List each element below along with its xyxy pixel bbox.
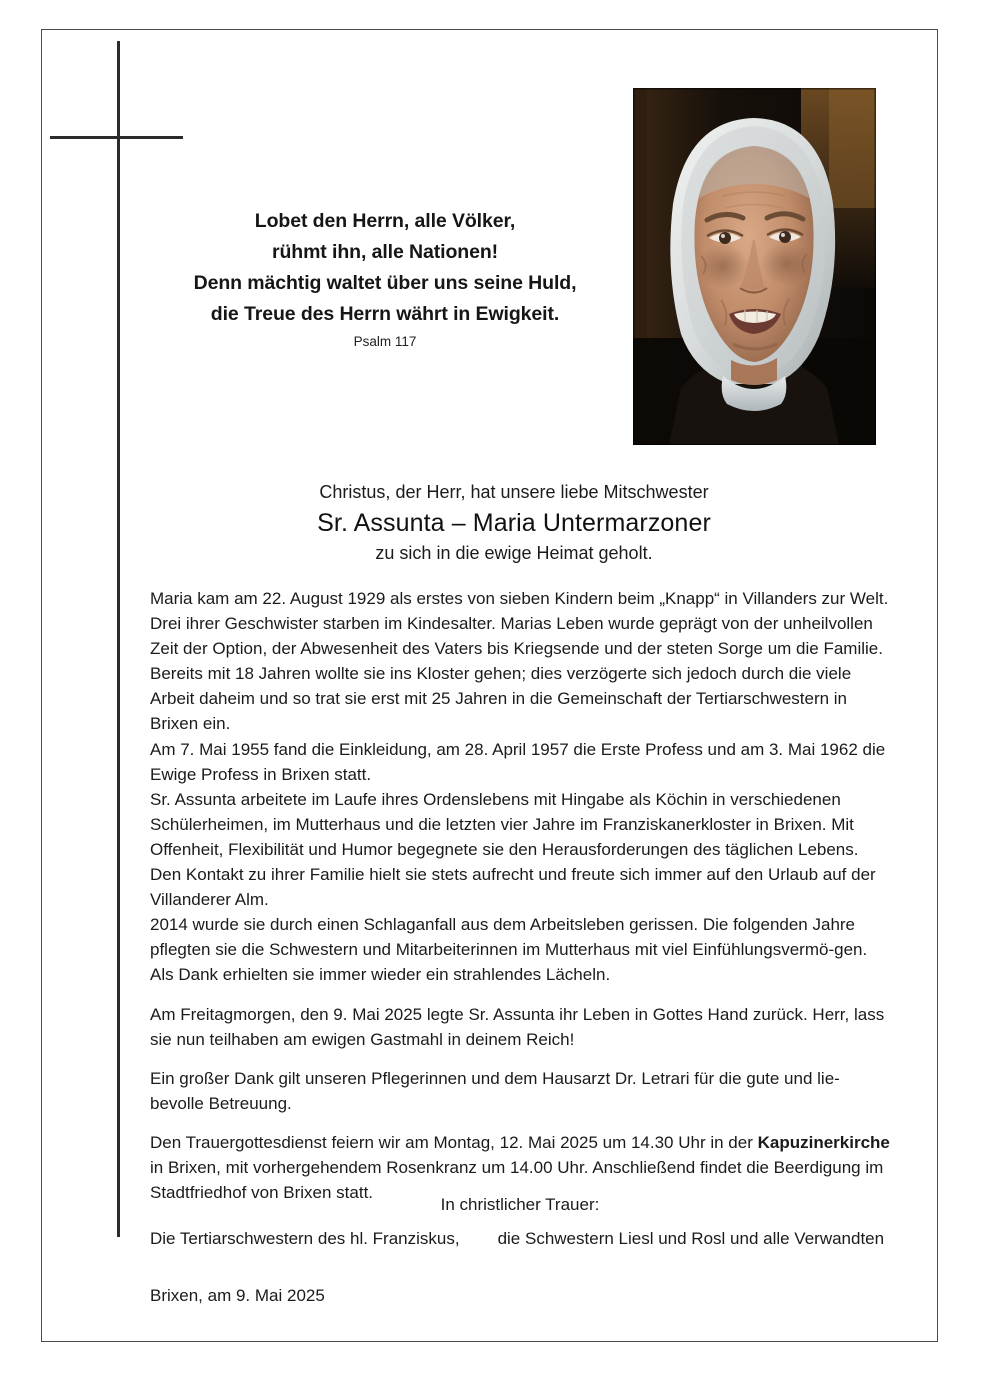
body-paragraph-4: 2014 wurde sie durch einen Schlaganfall aus dem Arbeitsleben gerissen. Die folgenden Jahre pflegten sie die Schwestern und Mitarbeiterinnen im Mutterhaus mit viel Einfühlungsvermö-gen. Als Dank erhielten sie immer wieder ein strahlendes Lächeln. — [150, 915, 868, 985]
body-paragraph-5: Am Freitagmorgen, den 9. Mai 2025 legte Sr. Assunta ihr Leben in Gottes Hand zurück. Herr, lass sie nun teilhaben am ewigen Gastmahl in deinem Reich! — [150, 1004, 885, 1049]
body-paragraph-2: Am 7. Mai 1955 fand die Einkleidung, am 28. April 1957 die Erste Profess und am 3. Mai 1962 die Ewige Profess in Brixen statt. — [150, 739, 886, 784]
psalm-line-1: Lobet den Herrn, alle Völker, — [254, 210, 516, 232]
obituary-body — [150, 586, 890, 1205]
psalm-verse — [150, 206, 620, 351]
church-name: Kapuzinerkirche — [757, 1132, 890, 1152]
funeral-text-part-1: Den Trauergottesdienst feiern wir am Montag, 12. Mai 2025 um 14.30 Uhr in der — [150, 1132, 758, 1152]
deceased-name: Sr. Assunta – Maria Untermarzoner — [317, 509, 711, 537]
closing-line: zu sich in die ewige Heimat geholt. — [375, 543, 653, 563]
mourning-heading: In christlicher Trauer: — [440, 1195, 600, 1214]
psalm-line-4: die Treue des Herrn währt in Ewigkeit. — [210, 303, 560, 325]
mourners-row — [150, 1226, 910, 1251]
body-paragraph-3: Sr. Assunta arbeitete im Laufe ihres Ordenslebens mit Hingabe als Köchin in verschiedenen Schülerheimen, im Mutterhaus und die letzten vier Jahre im Franziskanerkloster in Brixen. Mit Offenheit, Flexibilität und Humor begegnete sie den Herausforderungen des täglichen Lebens. Den Kontakt zu ihrer Familie hielt sie stets aufrecht und freute sich immer auf den Urlaub auf der Villanderer Alm. — [150, 789, 876, 910]
psalm-line-3: Denn mächtig waltet über uns seine Huld, — [193, 272, 577, 294]
psalm-source: Psalm 117 — [353, 334, 417, 349]
body-paragraph-6: Ein großer Dank gilt unseren Pflegerinnen und dem Hausarzt Dr. Letrari für die gute und lie-bevolle Betreuung. — [150, 1068, 840, 1113]
portrait-photo — [633, 88, 876, 445]
body-paragraph-1: Maria kam am 22. August 1929 als erstes von sieben Kindern beim „Knapp“ in Villanders zur Welt. Drei ihrer Geschwister starben im Kindesalter. Marias Leben wurde geprägt von der unheilvollen Zeit der Option, der Abwesenheit des Vaters bis Kriegsende und der steten Sorge um die Familie. Bereits mit 18 Jahren wollte sie ins Kloster gehen; dies verzögerte sich jedoch durch die viele Arbeit daheim und so trat sie erst mit 25 Jahren in die Gemeinschaft der Tertiarschwestern in Brixen ein. — [150, 589, 889, 734]
place-and-date: Brixen, am 9. Mai 2025 — [150, 1286, 325, 1305]
mourner-group-2: die Schwestern Liesl und Rosl und alle Verwandten — [497, 1229, 885, 1248]
intro-line: Christus, der Herr, hat unsere liebe Mitschwester — [319, 482, 709, 502]
mourner-group-1: Die Tertiarschwestern des hl. Franziskus, — [150, 1229, 460, 1248]
heading-block — [150, 480, 878, 566]
funeral-text-part-2: in Brixen, mit vorhergehendem Rosenkranz um 14.00 Uhr. Anschließend findet die Beerdigung im Stadtfriedhof von Brixen statt. — [150, 1157, 884, 1203]
psalm-line-2: rühmt ihn, alle Nationen! — [271, 241, 499, 263]
